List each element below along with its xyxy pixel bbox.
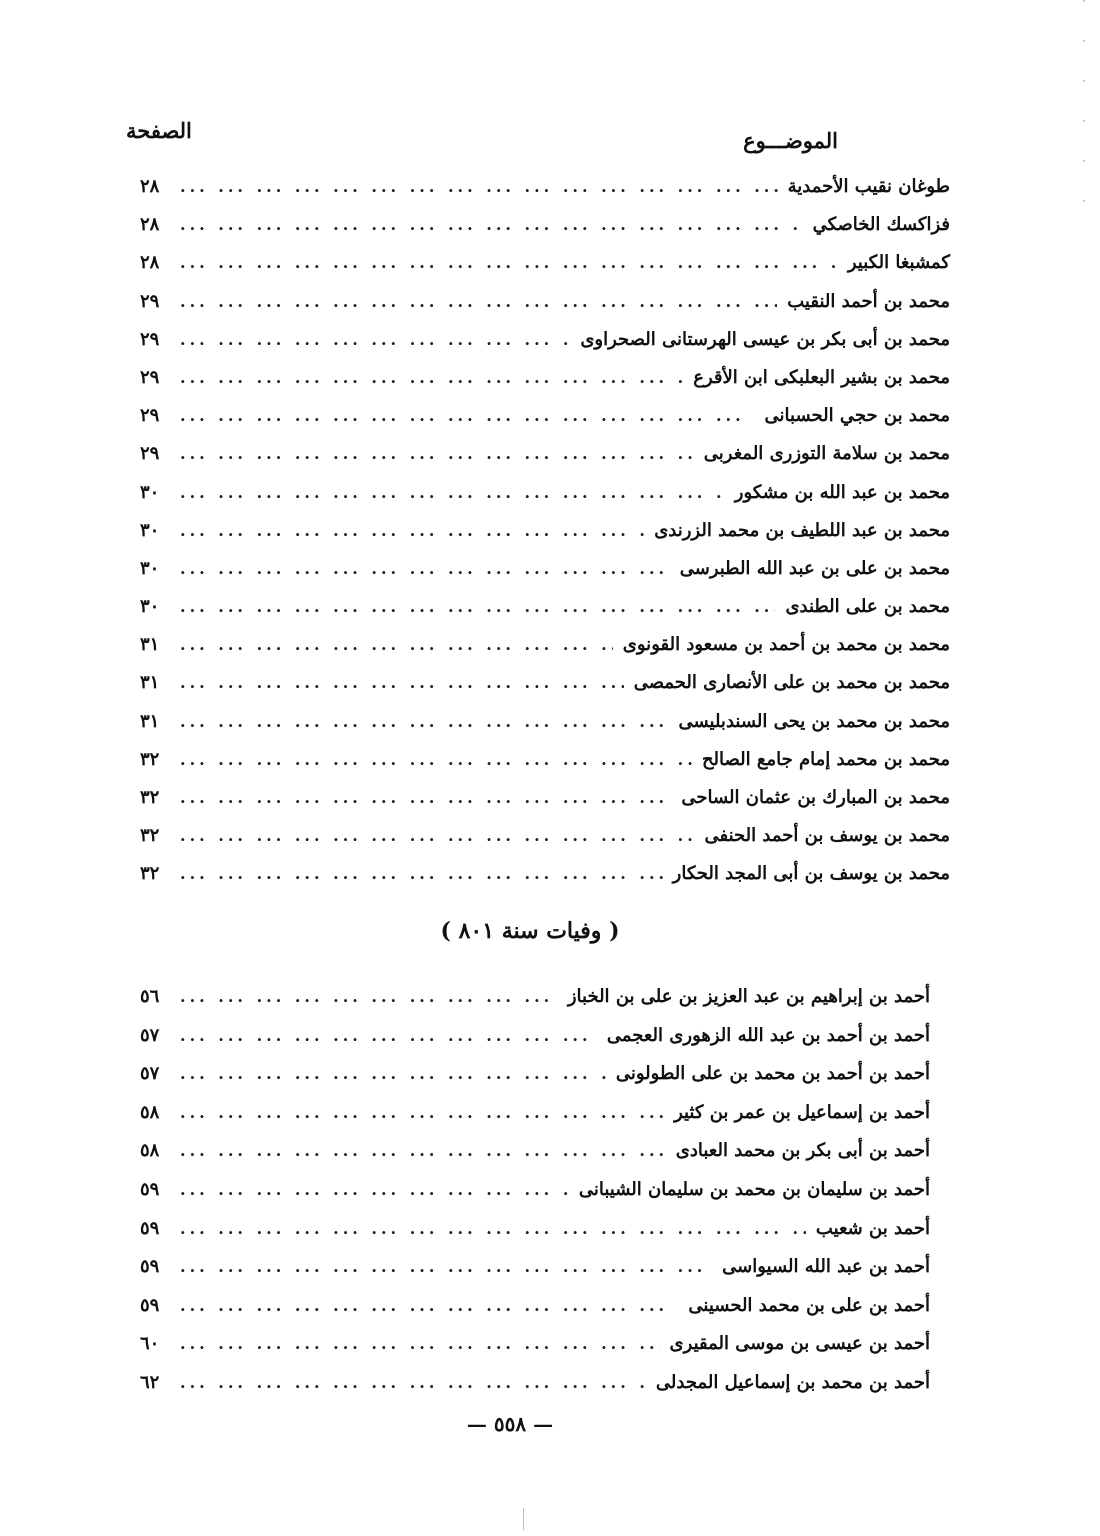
dot-leader (180, 1132, 666, 1170)
dot-leader (180, 1055, 606, 1093)
dot-leader (180, 664, 624, 702)
toc-entry (140, 435, 950, 473)
scan-mark (523, 1508, 524, 1530)
toc-entry (140, 397, 950, 435)
toc-entry (140, 512, 950, 550)
entry-title: أحمد بن عبد الله السيواسى (722, 1256, 930, 1278)
toc-entry (140, 855, 950, 893)
entry-page-number: ٦٠ (140, 1333, 160, 1355)
dot-leader (180, 206, 803, 244)
dot-leader (180, 283, 777, 321)
entry-page-number: ٣٠ (140, 519, 160, 541)
entry-title: محمد بن أحمد النقيب (787, 290, 950, 312)
entry-page-number: ٢٩ (140, 366, 160, 388)
dot-leader (180, 321, 570, 359)
toc-entry (140, 1248, 930, 1287)
entry-page-number: ٣٢ (140, 748, 160, 770)
section-heading: ( وفيات سنة ٨٠١ ) (440, 918, 620, 944)
entry-page-number: ٥٩ (140, 1294, 160, 1316)
scan-dots (1083, 0, 1085, 240)
dot-leader (180, 1287, 678, 1325)
entry-page-number: ٣١ (140, 672, 160, 694)
entry-title: أحمد بن على بن محمد الحسينى (688, 1294, 930, 1316)
dot-leader (180, 817, 694, 855)
entry-title: محمد بن يوسف بن أحمد الحنفى (704, 825, 950, 847)
toc-entry (140, 359, 950, 397)
dot-leader (180, 855, 663, 893)
dot-leader (180, 1094, 664, 1132)
toc-entry (140, 1132, 930, 1171)
entry-title: محمد بن بشير البعلبكى ابن الأقرع (693, 366, 950, 388)
entry-title: أحمد بن إبراهيم بن عبد العزيز بن على بن الخباز (567, 986, 930, 1007)
entry-page-number: ٢٩ (140, 443, 160, 465)
dot-leader (180, 626, 613, 664)
dot-leader (180, 168, 778, 206)
entry-title: أحمد بن إسماعيل بن عمر بن كثير (674, 1101, 930, 1123)
entry-title: محمد بن محمد بن على الأنصارى الحمصى (633, 672, 950, 694)
entry-title: محمد بن يوسف بن أبى المجد الحكار (672, 863, 950, 885)
dot-leader (180, 978, 558, 1016)
entry-title: محمد بن سلامة التوزرى المغربى (703, 443, 950, 465)
page-column-header: الصفحة (126, 118, 192, 143)
dot-leader (180, 359, 683, 397)
entry-title: أحمد بن محمد بن إسماعيل المجدلى (655, 1371, 930, 1393)
entry-page-number: ٣٢ (140, 863, 160, 885)
dot-leader (180, 512, 644, 550)
toc-entry (140, 664, 950, 702)
entry-page-number: ٣٢ (140, 825, 160, 847)
dot-leader (180, 779, 671, 817)
entry-title: محمد بن حجي الحسبانى (764, 405, 950, 427)
toc-entry (140, 1364, 930, 1403)
entry-title: أحمد بن أبى بكر بن محمد العبادى (675, 1140, 930, 1162)
entry-page-number: ٥٨ (140, 1101, 160, 1123)
entry-page-number: ٣١ (140, 634, 160, 656)
entry-title: محمد بن أبى بكر بن عيسى الهرستانى الصحراوى (580, 328, 950, 350)
entry-page-number: ٢٩ (140, 290, 160, 312)
entry-page-number: ٥٩ (140, 1256, 160, 1278)
toc-list-2 (140, 978, 930, 1403)
toc-entry (140, 1325, 930, 1364)
dot-leader (180, 1325, 660, 1363)
entry-title: أحمد بن سليمان بن محمد بن سليمان الشيبانى (578, 1178, 930, 1200)
toc-entry (140, 978, 930, 1017)
toc-entry (140, 779, 950, 817)
entry-title: أحمد بن أحمد بن عبد الله الزهورى العجمى (606, 1024, 930, 1046)
entry-title: محمد بن عبد الله بن مشكور (734, 481, 950, 503)
entry-page-number: ٣٠ (140, 481, 160, 503)
dot-leader (180, 703, 668, 741)
toc-entry (140, 588, 950, 626)
toc-entry (140, 206, 950, 244)
toc-list-1 (140, 168, 950, 894)
entry-title: محمد بن على الطندى (785, 596, 950, 618)
toc-entry (140, 741, 950, 779)
entry-title: محمد بن المبارك بن عثمان الساحى (681, 787, 950, 808)
toc-entry (140, 626, 950, 664)
entry-title: محمد بن عبد اللطيف بن محمد الزرندى (654, 519, 950, 541)
page-number: — ٥٥٨ — (466, 1412, 554, 1436)
entry-page-number: ٢٩ (140, 328, 160, 350)
topic-column-header: الموضـــوع (743, 128, 838, 153)
entry-page-number: ٥٩ (140, 1178, 160, 1200)
dot-leader (180, 397, 755, 435)
dot-leader (180, 550, 670, 588)
entry-page-number: ٢٨ (140, 252, 160, 274)
toc-entry (140, 703, 950, 741)
dot-leader (180, 1210, 806, 1248)
toc-entry (140, 1171, 930, 1210)
entry-title: طوغان نقيب الأحمدية (787, 176, 950, 197)
entry-title: محمد بن محمد بن أحمد بن مسعود القونوى (622, 634, 950, 656)
dot-leader (180, 741, 692, 779)
entry-page-number: ٢٨ (140, 176, 160, 197)
entry-page-number: ٣٠ (140, 557, 160, 579)
toc-entry (140, 244, 950, 282)
entry-page-number: ٣٢ (140, 787, 160, 808)
entry-page-number: ٣٠ (140, 596, 160, 618)
dot-leader (180, 435, 694, 473)
dot-leader (180, 1171, 569, 1209)
toc-entry (140, 1094, 930, 1133)
entry-page-number: ٥٧ (140, 1063, 160, 1085)
dot-leader (180, 1248, 712, 1286)
dot-leader (180, 588, 775, 626)
toc-entry (140, 1287, 930, 1326)
entry-page-number: ٥٦ (140, 986, 160, 1007)
toc-entry (140, 168, 950, 206)
entry-page-number: ٦٢ (140, 1371, 160, 1393)
dot-leader (180, 1364, 646, 1402)
entry-page-number: ٥٧ (140, 1024, 160, 1046)
entry-title: محمد بن على بن عبد الله الطبرسى (679, 557, 950, 579)
entry-page-number: ٢٩ (140, 405, 160, 427)
entry-title: محمد بن محمد إمام جامع الصالح (701, 748, 950, 770)
toc-entry (140, 1055, 930, 1094)
entry-page-number: ٥٩ (140, 1217, 160, 1239)
toc-entry (140, 1017, 930, 1056)
entry-title: أحمد بن شعيب (815, 1217, 930, 1239)
dot-leader (180, 1017, 597, 1055)
entry-title: محمد بن محمد بن يحى السندبليسى (678, 710, 950, 732)
toc-entry (140, 283, 950, 321)
entry-title: كمشبغا الكبير (847, 252, 950, 274)
toc-entry (140, 474, 950, 512)
entry-title: أحمد بن عيسى بن موسى المقيرى (669, 1333, 930, 1355)
entry-page-number: ٣١ (140, 710, 160, 732)
entry-page-number: ٢٨ (140, 214, 160, 236)
toc-entry (140, 817, 950, 855)
dot-leader (180, 244, 838, 282)
toc-entry (140, 550, 950, 588)
entry-title: أحمد بن أحمد بن محمد بن على الطولونى (615, 1063, 930, 1085)
toc-entry (140, 1210, 930, 1249)
toc-entry (140, 321, 950, 359)
entry-page-number: ٥٨ (140, 1140, 160, 1162)
entry-title: فزاكسك الخاصكي (812, 214, 950, 236)
dot-leader (180, 474, 725, 512)
